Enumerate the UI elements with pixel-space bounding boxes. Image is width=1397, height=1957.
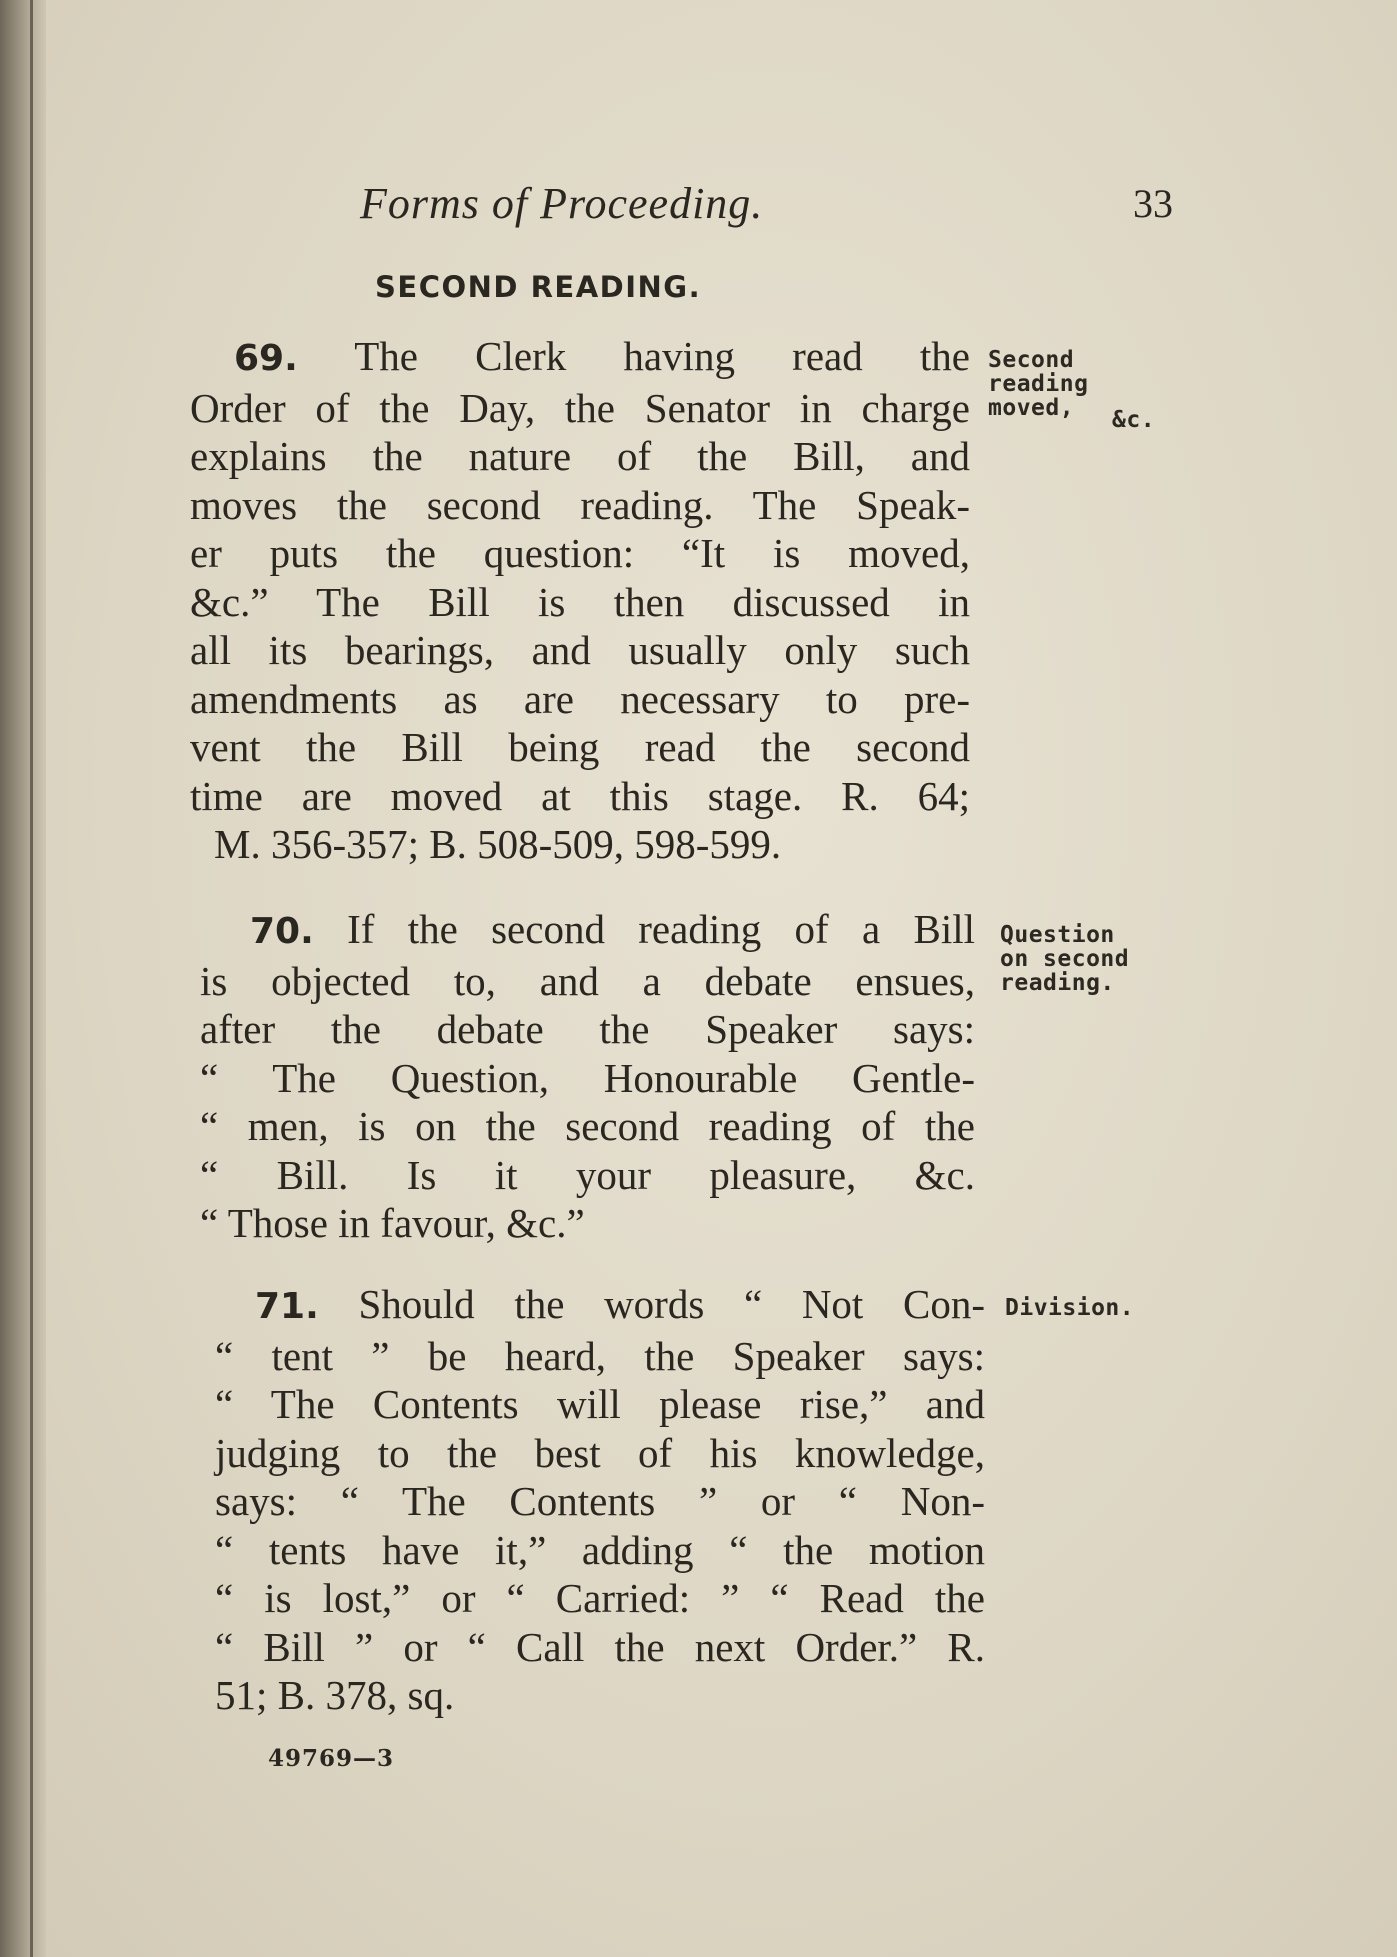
paragraph-text: Should the words “ Not Con- [358, 1281, 985, 1327]
running-head: Forms of Proceeding. [360, 179, 764, 228]
paragraph-text: The Clerk having read the [354, 333, 970, 379]
margin-note-69 [988, 348, 1088, 420]
paragraph-number: 70. [250, 911, 314, 952]
paragraph-first-line [190, 332, 970, 384]
margin-note-line: Second [988, 347, 1075, 373]
paragraph-line: “ tent ” be heard, the Speaker says: [215, 1332, 985, 1379]
gutter-edge [30, 0, 33, 1957]
margin-note-line: Question [1000, 922, 1115, 948]
margin-note-line: reading. [1000, 970, 1115, 996]
paragraph-line: “ men, is on the second reading of the [200, 1103, 975, 1149]
paragraph-line: M. 356-357; B. 508-509, 598-599. [214, 821, 782, 867]
margin-note-69-tail: &c. [1112, 407, 1156, 433]
paragraph-line: “ The Contents will please rise,” and [215, 1381, 985, 1427]
page-number: 33 [1133, 181, 1173, 226]
paragraph-first-line [200, 905, 975, 957]
paragraph-line: “ is lost,” or “ Carried: ” “ Read the [215, 1575, 985, 1621]
paragraph-line: “ tents have it,” adding “ the motion [215, 1526, 985, 1573]
paragraph-first-line [215, 1280, 985, 1332]
paragraph-line: “ Those in favour, &c.” [200, 1200, 585, 1246]
paragraph-line: 51; B. 378, sq. [215, 1672, 455, 1718]
paragraph-line: is objected to, and a debate ensues, [200, 957, 975, 1004]
paragraph-line: moves the second reading. The Speak- [190, 481, 970, 528]
paragraph-line: vent the Bill being read the second [190, 724, 970, 770]
paragraph-line: er puts the question: “It is moved, [190, 530, 970, 576]
paragraph-line: says: “ The Contents ” or “ Non- [215, 1478, 985, 1524]
paragraph-70 [200, 905, 975, 1248]
paragraph-number: 71. [255, 1286, 319, 1327]
paragraph-number: 69. [234, 338, 298, 379]
paragraph-line: explains the nature of the Bill, and [190, 433, 970, 479]
printer-signature-mark: 49769—3 [268, 1745, 395, 1772]
paragraph-text: If the second reading of a Bill [347, 906, 975, 952]
paragraph-69 [190, 332, 970, 869]
section-heading: SECOND READING. [375, 270, 702, 304]
paragraph-line: Order of the Day, the Senator in charge [190, 384, 970, 431]
paragraph-line: judging to the best of his knowledge, [215, 1429, 985, 1476]
paragraph-line: &c.” The Bill is then discussed in [190, 578, 970, 625]
margin-note-70 [1000, 923, 1129, 995]
margin-note-line: on second [1000, 946, 1130, 972]
paragraph-line: “ Bill. Is it your pleasure, &c. [200, 1151, 975, 1198]
paragraph-line: time are moved at this stage. R. 64; [190, 772, 970, 819]
paragraph-line: “ The Question, Honourable Gentle- [200, 1054, 975, 1101]
paragraph-line: amendments as are necessary to pre- [190, 675, 970, 722]
paragraph-line: all its bearings, and usually only such [190, 627, 970, 673]
paragraph-71 [215, 1280, 985, 1720]
margin-note-line: reading [988, 371, 1089, 397]
margin-note-71 [1005, 1296, 1134, 1320]
binding-gutter [0, 0, 46, 1957]
margin-note-line: Division. [1005, 1295, 1135, 1321]
paragraph-line: after the debate the Speaker says: [200, 1006, 975, 1052]
paragraph-line: “ Bill ” or “ Call the next Order.” R. [215, 1623, 985, 1670]
margin-note-line: moved, [988, 395, 1075, 421]
